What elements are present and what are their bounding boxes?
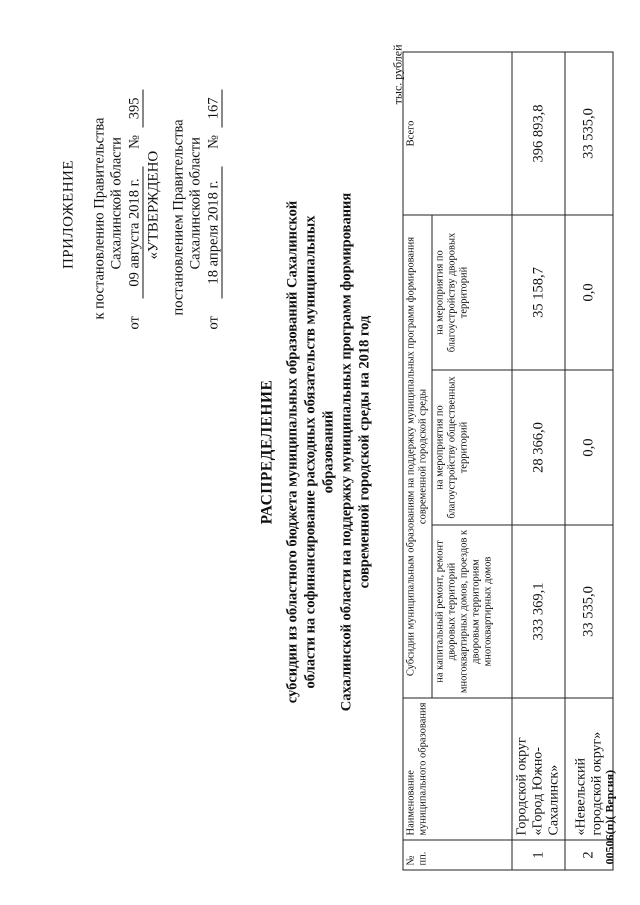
document-title: РАСПРЕДЕЛЕНИЕ [258,379,276,525]
appendix-line2: Сахалинской области [108,137,125,270]
subtitle-line: современной городской среды на 2018 год [356,315,373,589]
appendix-number: 395 [128,89,144,127]
row-num: 2 [565,840,613,870]
header-num: № пп. [403,840,512,870]
row-capital: 33 535,0 [565,525,613,698]
approved-number-sign: № [205,135,222,149]
table-row [512,52,565,870]
subsidy-distribution-table [403,51,614,870]
appendix-title: ПРИЛОЖЕНИЕ [60,159,77,270]
row-num: 1 [512,840,565,870]
document-subtitle [284,175,374,730]
approved-block [146,89,223,329]
row-yards: 0,0 [565,215,613,370]
header-capital-repair: на капитальный ремонт, ремонт дворовых территорий многоквартирных домов, проездов к дворовым территориям многоквартирных домов [432,525,512,698]
table-row [565,52,613,870]
units-label: тыс. рублей [390,44,405,105]
table-header-row [403,52,432,870]
appendix-number-sign: № [126,135,143,149]
approved-date-line [206,89,223,329]
row-name: Городской округ «Город Южно-Сахалинск» [512,698,565,840]
appendix-line1: к постановлению Правительства [91,117,108,320]
appendix-date-prefix: от [126,316,143,330]
row-public: 28 366,0 [512,370,565,525]
subtitle-line: области на софинансирование расходных обязательств муниципальных образований [302,215,337,689]
row-name: «Невельский городской округ» [565,698,613,840]
approved-line1: постановлением Правительства [170,119,187,316]
header-subsidies-group: Субсидии муниципальным образованиям на поддержку муниципальных программ формирования современной городской среды [403,215,432,698]
subtitle-line: субсидии из областного бюджета муниципальных образований Сахалинской [284,200,301,704]
row-capital: 333 369,1 [512,525,565,698]
row-public: 0,0 [565,370,613,525]
appendix-date: 09 августа 2018 г. [128,166,144,298]
appendix-date-line [127,89,144,329]
row-yards: 35 158,7 [512,215,565,370]
header-public-territories: на мероприятия по благоустройству общественных территорий [432,370,512,525]
approved-date: 18 апреля 2018 г. [207,166,223,298]
approved-title: «УТВЕРЖДЕНО [145,150,162,260]
header-name: Наименование муниципального образования [403,698,512,840]
header-yard-territories: на мероприятия по благоустройству дворовых территорий [432,215,512,370]
subtitle-line: Сахалинской области на поддержку муниципальных программ формирования [338,192,355,712]
row-total: 396 893,8 [512,52,565,215]
document-code: 00506(п)( Версия) [602,769,617,865]
document-page [1,0,640,905]
approved-date-prefix: от [205,316,222,330]
appendix-block [61,89,144,329]
header-total: Всего [403,52,512,215]
approved-line2: Сахалинской области [187,137,204,270]
approved-number: 167 [207,89,223,127]
row-total: 33 535,0 [565,52,613,215]
